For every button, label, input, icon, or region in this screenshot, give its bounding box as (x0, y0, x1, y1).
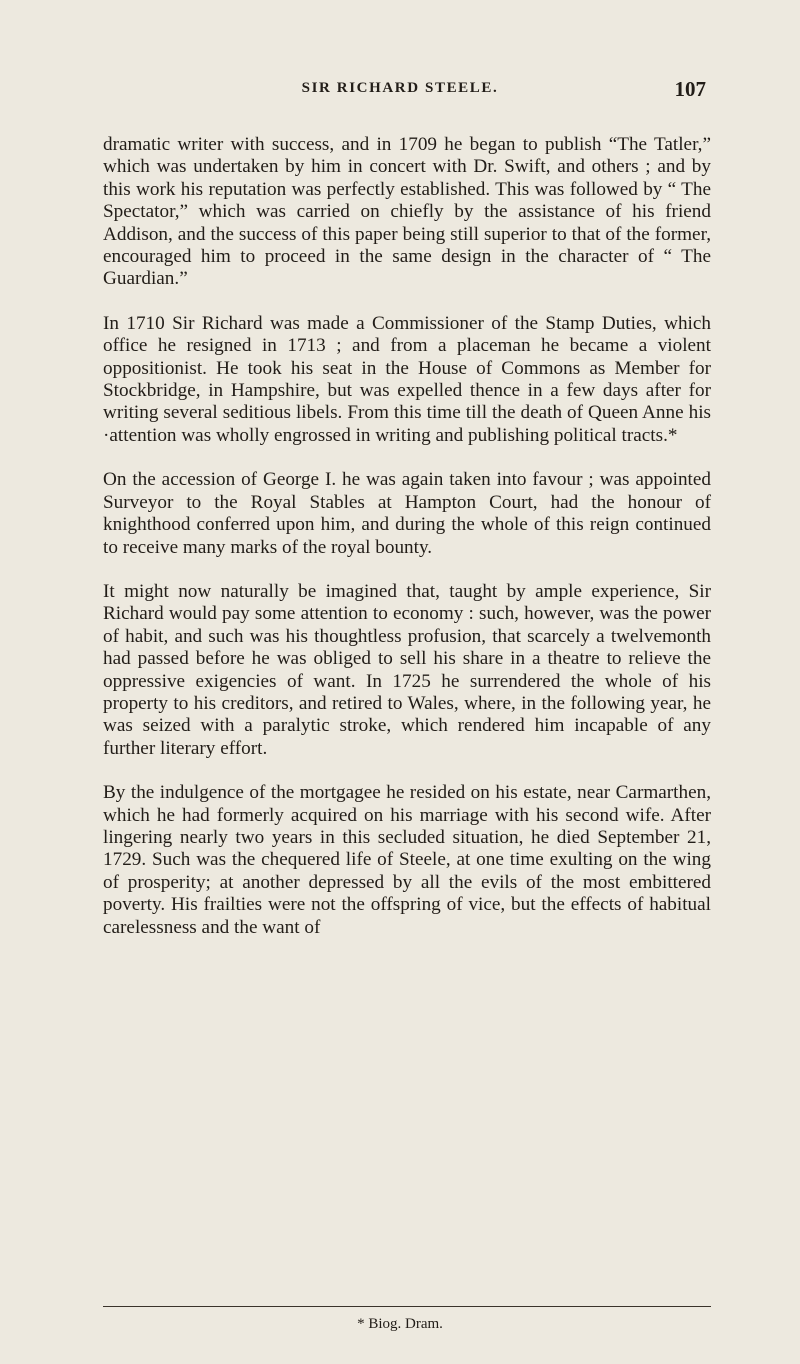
page-number: 107 (674, 77, 706, 101)
running-title: SIR RICHARD STEELE. (301, 80, 499, 96)
paragraph-1: dramatic writer with success, and in 1709 he began to publish “The Tatler,” which was undertaken by him in concert with Dr. Swift, and others ; and by this work his reputation was perfectly established. This was followed by “ The Spectator,” which was carried on chiefly by the assistance of his friend Addison, and the success of this paper being still superior to that of the former, encouraged him to proceed in the same design in the character of “ The Guardian.” (103, 134, 711, 290)
paragraph-3: On the accession of George I. he was again taken into favour ; was appointed Surveyor to the Royal Stables at Hampton Court, had the honour of knighthood conferred upon him, and during the whole of this reign continued to receive many marks of the royal bounty. (103, 469, 711, 558)
paragraph-5: By the indulgence of the mortgagee he resided on his estate, near Carmarthen, which he had formerly acquired on his marriage with his second wife. After lingering nearly two years in this secluded situation, he died September 21, 1729. Such was the chequered life of Steele, at one time exulting on the wing of prosperity; at another depressed by all the evils of the most embittered poverty. His frailties were not the offspring of vice, but the effects of habitual carelessness and the want of (103, 782, 711, 938)
paragraph-4: It might now naturally be imagined that, taught by ample experience, Sir Richard would pay some attention to economy : such, however, was the power of habit, and such was his thoughtless profusion, that scarcely a twelvemonth had passed before he was obliged to sell his share in a theatre to relieve the oppressive exigencies of want. In 1725 he surrendered the whole of his property to his creditors, and retired to Wales, where, in the following year, he was seized with a paralytic stroke, which rendered him incapable of any further literary effort. (103, 580, 711, 759)
body-text (103, 134, 711, 939)
paragraph-2: In 1710 Sir Richard was made a Commissioner of the Stamp Duties, which office he resigned in 1713 ; and from a placeman he became a violent oppositionist. He took his seat in the House of Commons as Member for Stockbridge, in Hampshire, but was expelled thence in a few days after for writing several seditious libels. From this time till the death of Queen Anne his ·attention was wholly engrossed in writing and publishing political tracts.* (103, 312, 711, 446)
footnote: * Biog. Dram. (357, 1316, 443, 1332)
running-head (0, 77, 800, 110)
footnote-rule (103, 1306, 711, 1307)
